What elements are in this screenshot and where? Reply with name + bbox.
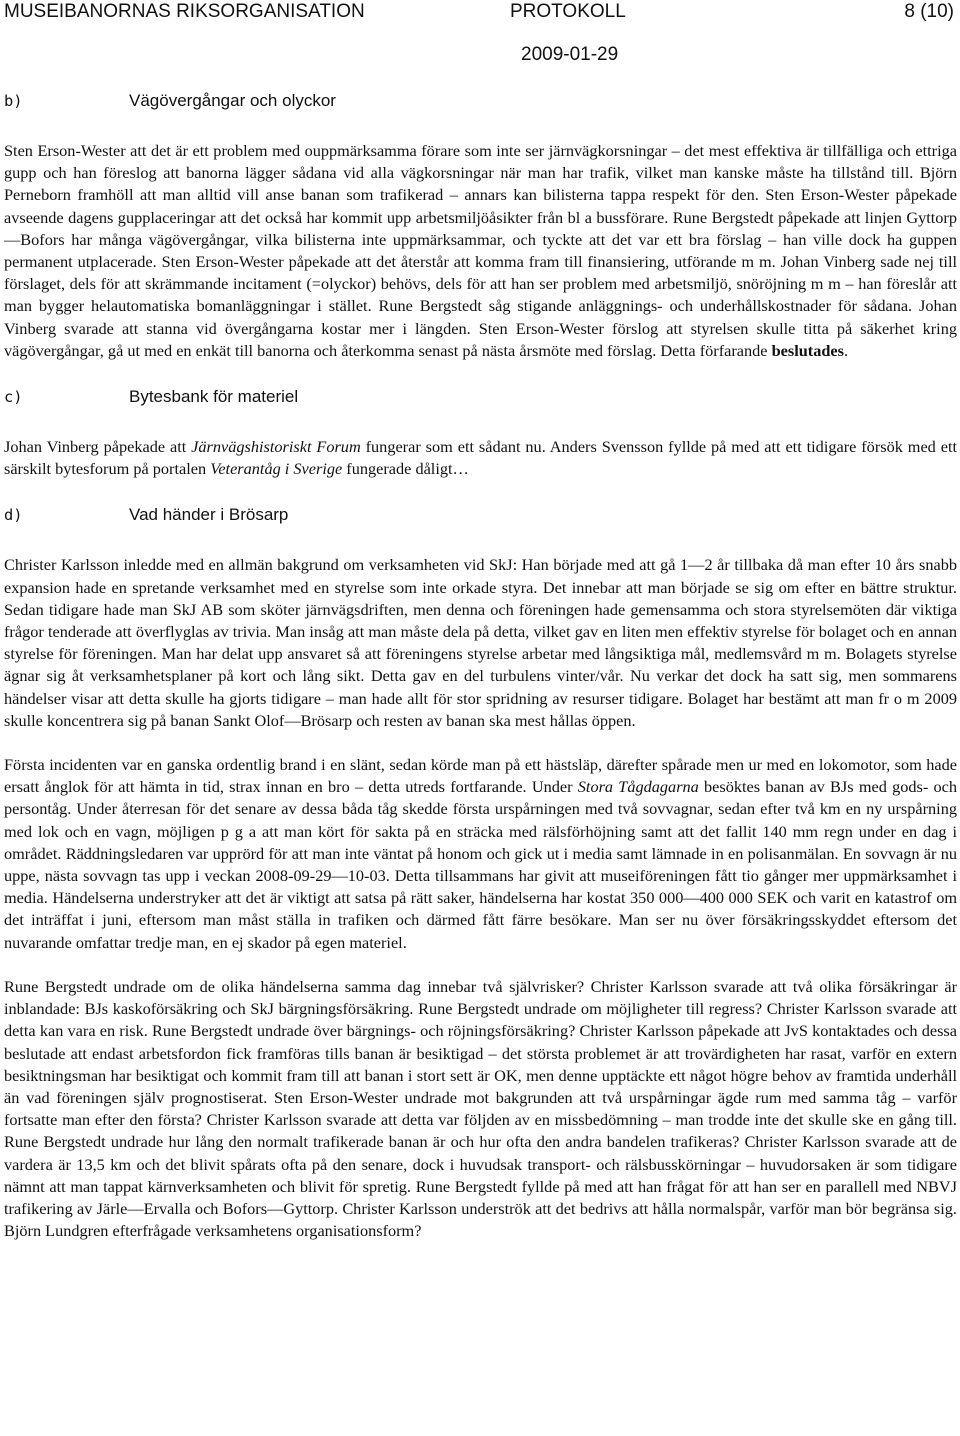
section-title: Bytesbank för materiel (129, 387, 299, 407)
decision-keyword: beslutades (771, 340, 844, 360)
document-date: 2009-01-29 (521, 44, 619, 65)
page-number: 8 (10) (904, 1, 954, 22)
page-header (0, 0, 960, 26)
section-letter: c) (4, 388, 23, 407)
portal-name: Veterantåg i Sverige (210, 459, 343, 479)
forum-name: Järnvägshistoriskt Forum (191, 437, 361, 457)
section-heading-d (4, 502, 957, 528)
section-letter: d) (4, 506, 23, 525)
section-letter: b) (4, 92, 23, 110)
event-name: Stora Tågdagarna (577, 777, 699, 797)
organization-name: MUSEIBANORNAS RIKSORGANISATION (4, 1, 365, 22)
section-heading-c (4, 384, 957, 410)
section-heading-b (4, 88, 957, 114)
paragraph: Johan Vinberg påpekade att Järnvägshistoriskt Forum fungerar som ett sådant nu. Anders Svensson fyllde på med att ett tidigare försök med ett särskilt bytesforum på portalen Veterantåg i Sverige fungerade dåligt… (4, 437, 957, 479)
paragraph: Sten Erson-Wester att det är ett problem med ouppmärksamma förare som inte ser järnvägkorsningar – det mest effektiva är tillfälliga och ettriga gupp och han föreslog att banorna lägger sådana vid alla vägkorsningar när man har trafik, vilket man kanske måste ha tillstånd till. Björn Perneborn framhöll att man alltid vill anse banan som trafikerad – annars kan bilisterna tappa respekt för den. Sten Erson-Wester påpekade avseende dagens gupplaceringar att det också har kommit upp arbetsmiljöåsikter från bl a bussförare. Rune Bergstedt påpekade att linjen Gyttorp—Bofors har många vägövergångar, vilka bilisterna inte uppmärksammar, och tyckte att det var ett bra förslag – han ville dock ha guppen permanent utplacerade. Sten Erson-Wester påpekade att det återstår att komma fram till finansiering, utförande m m. Johan Vinberg sade nej till förslaget, dels för att skrämmande incitament (=olyckor) behövs, dels för att han ser problem med arbetsmiljö, snöröjning m m – han föreslår att man bygger helautomatiska bomanläggningar i stället. Rune Bergstedt såg stigande anläggnings- och underhållskostnader för sådana. Johan Vinberg svarade att stanna vid övergångarna kostar mer i längden. Sten Erson-Wester förslog att styrelsen skulle titta på säkerhet kring vägövergångar, gå ut med en enkät till banorna och återkomma senast på nästa årsmöte med förslag. Detta förfarande beslutades. (4, 141, 957, 360)
document-body (4, 88, 957, 1242)
paragraph: Första incidenten var en ganska ordentlig brand i en slänt, sedan körde man på ett hästsläp, därefter spårade men ur med en lokomotor, som hade ersatt ånglok för att hämta in tid, strax innan en bro – detta utreds fortfarande. Under Stora Tågdagarna besöktes banan av BJs med gods- och persontåg. Under återresan för det senare av dessa båda tåg skedde första urspårningen med två sovvagnar, sedan efter två km en ny urspårning med lok och en vagn, möjligen p g a att man kört för sakta på en sträcka med rälsförhöjning samt att det fallit 140 mm regn under en dag i området. Räddningsledaren var upprörd för att man inte väntat på honom och gick ut i media samt lämnade in en polisanmälan. En sovvagn är nu uppe, nästa sovvagn tas upp i veckan 2008-09-29—10-03. Detta tillsammans har givit att museiföreningen fått tio gånger mer uppmärksamhet i media. Händelserna understryker att det är viktigt att satsa på rätt saker, händelserna har kostat 350 000—400 000 SEK och varit en katastrof om det inträffat i juni, eftersom man måst ställa in trafiken och därmed fått färre besökare. Man ser nu över försäkringsskyddet eftersom det nuvarande omfattar tredje man, en ej skador på egen materiel. (4, 755, 957, 952)
section-title: Vad händer i Brösarp (129, 505, 289, 525)
document-type: PROTOKOLL (510, 1, 626, 22)
paragraph: Christer Karlsson inledde med en allmän bakgrund om verksamheten vid SkJ: Han började med att gå 1—2 år tillbaka då man efter 10 års snabb expansion hade en spretande verksamhet med en styrelse som inte orkade styra. Det innebar att man började se sig om efter en bättre struktur. Sedan tidigare hade man SkJ AB som sköter järnvägsdriften, men denna och föreningen hade gemensamma och stora styrelsemöten där viktiga frågor tenderade att överflyglas av trivia. Man insåg att man måste dela på detta, vilket gav en liten men effektiv styrelse för bolaget och en annan styrelse för föreningen. Man har delat upp ansvaret så att föreningens styrelse arbetar med långsiktiga mål, medlemsvård m m. Bolagets styrelse ägnar sig åt verksamhetsplaner på kort och lång sikt. Detta gav en del turbulens vinter/vår. Nu verkar det dock ha satt sig, men sommarens händelser visar att detta skulle ha gjorts tidigare – man hade allt för stor spridning av resurser tidigare. Bolaget har bestämt att man fr o m 2009 skulle koncentrera sig på banan Sankt Olof—Brösarp och resten av banan ska mest hållas öppen. (4, 555, 957, 730)
section-title: Vägövergångar och olyckor (129, 91, 336, 110)
paragraph: Rune Bergstedt undrade om de olika händelserna samma dag innebar två självrisker? Christer Karlsson svarade att två olika försäkringar är inblandade: BJs kaskoförsäkring och SkJ bärgningsförsäkring. Rune Bergstedt undrade om möjligheter till regress? Christer Karlsson svarade att detta kan vara en risk. Rune Bergstedt undrade över bärgnings- och röjningsförsäkring? Christer Karlsson påpekade att JvS kontaktades och dessa beslutade att endast arbetsfordon fick framföras tills banan är besiktigad – det största problemet är att trovärdigheten har rasat, varför en extern besiktningsman har besiktigat och kommit fram till att banan i stort sett är OK, men denne upptäckte ett något högre behov av framtida underhåll än vad föreningen själv prognostiserat. Sten Erson-Wester undrade mot bakgrunden att två urspårningar ägde rum med samma tåg – varför fortsatte man efter den första? Christer Karlsson svarade att detta var följden av en missbedömning – man trodde inte det skulle ske en gång till. Rune Bergstedt undrade hur lång den normalt trafikerade banan är och hur ofta den andra bandelen trafikeras? Christer Karlsson svarade att de vardera är 13,5 km och det blivit spårats ofta på den senare, dock i huvudsak transport- och rälsbusskörningar – huvudorsaken är som tidigare nämnt att man tappat kärnverksamheten och blivit för spretig. Rune Bergstedt fyllde på med att han frågat för att han ser en parallell med NBVJ trafikering av Järle—Ervalla och Bofors—Gyttorp. Christer Karlsson underströk att det bedrivs att hålla normalspår, varför man bör begränsa sig. Björn Lundgren efterfrågade verksamhetens organisationsform? (4, 976, 957, 1241)
